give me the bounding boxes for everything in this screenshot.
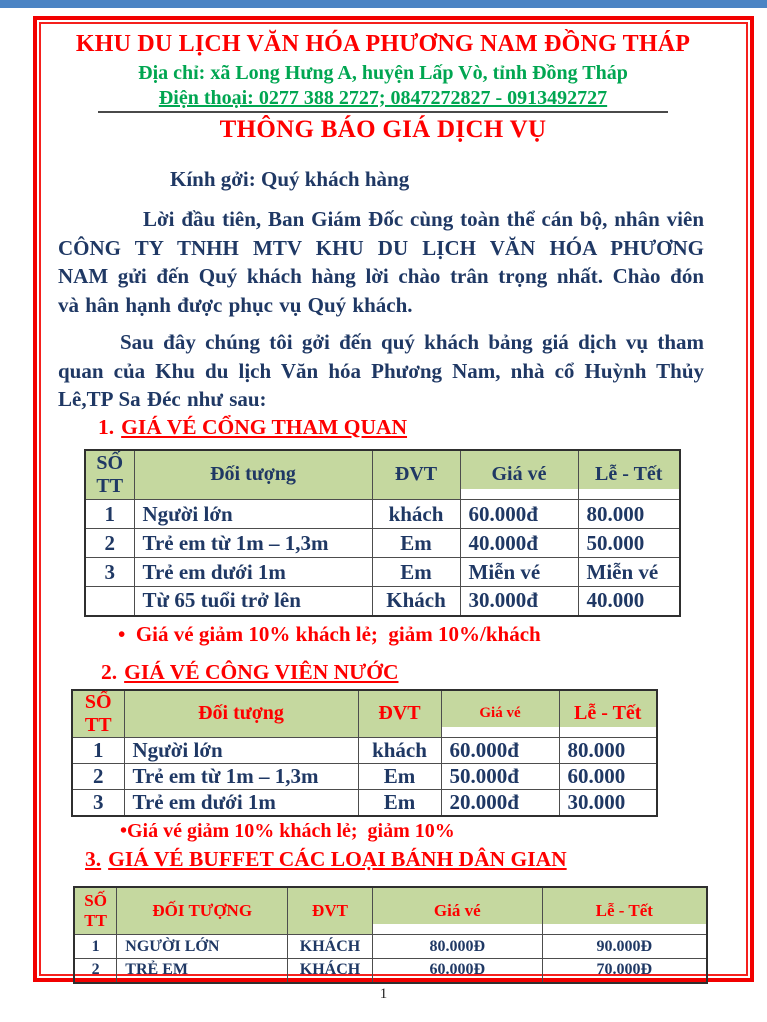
section-1-note: • Giá vé giảm 10% khách lẻ; giảm 10%/khách: [118, 621, 541, 646]
col-header-doituong: Đối tượng: [124, 690, 358, 738]
cell-doituong: Từ 65 tuổi trở lên: [134, 587, 372, 616]
paragraph-line: Sau đây chúng tôi gởi đến quý khách bảng giá dịch vụ tham: [120, 330, 704, 354]
cell-stt: 3: [85, 558, 134, 587]
section-3-title: GIÁ VÉ BUFFET CÁC LOẠI BÁNH DÂN GIAN: [108, 846, 567, 871]
cell-dvt: Em: [358, 789, 441, 816]
section-2-heading: [101, 659, 708, 685]
cell-giave: 20.000đ: [441, 789, 559, 816]
cell-giave: Miễn vé: [460, 558, 578, 587]
top-blue-bar: [0, 0, 767, 8]
table-row: [74, 935, 707, 959]
cell-giave: 60.000đ: [460, 500, 578, 529]
header-divider-line: [98, 111, 668, 113]
cell-dvt: Em: [372, 529, 460, 558]
cell-doituong: Trẻ em dưới 1m: [134, 558, 372, 587]
table-header-row: [72, 690, 657, 738]
gate-ticket-price-table: [84, 449, 681, 617]
cell-dvt: KHÁCH: [288, 935, 373, 959]
col-header-letet: Lễ - Tết: [578, 450, 680, 500]
paragraph-line: quan của Khu du lịch Văn hóa Phương Nam, nhà cổ Huỳnh Thủy: [58, 358, 704, 383]
cell-dvt: KHÁCH: [288, 959, 373, 983]
table-row: [85, 529, 680, 558]
cell-giave: 30.000đ: [460, 587, 578, 616]
cell-letet: 80.000: [578, 500, 680, 529]
table-row: [74, 959, 707, 983]
col-header-stt: SỐ TT: [85, 450, 134, 500]
col-header-letet: Lễ - Tết: [542, 887, 707, 935]
cell-doituong: NGƯỜI LỚN: [117, 935, 288, 959]
cell-doituong: Người lớn: [124, 737, 358, 763]
section-3-number: 3.: [85, 846, 102, 871]
cell-giave: 40.000đ: [460, 529, 578, 558]
cell-giave: 60.000Đ: [372, 959, 542, 983]
cell-letet: Miễn vé: [578, 558, 680, 587]
section-1-number: 1.: [98, 414, 115, 439]
cell-giave: 60.000đ: [441, 737, 559, 763]
cell-stt: 2: [85, 529, 134, 558]
table-row: [72, 763, 657, 789]
cell-doituong: Trẻ em dưới 1m: [124, 789, 358, 816]
cell-stt: 1: [74, 935, 117, 959]
paragraph-line: Lời đầu tiên, Ban Giám Đốc cùng toàn thể cán bộ, nhân viên: [143, 207, 704, 231]
table-header-row: [74, 887, 707, 935]
cell-stt: 1: [85, 500, 134, 529]
cell-giave: 50.000đ: [441, 763, 559, 789]
cell-dvt: Em: [358, 763, 441, 789]
page-number: 1: [379, 986, 388, 1002]
cell-stt: 1: [72, 737, 124, 763]
cell-stt: 2: [72, 763, 124, 789]
col-header-letet: Lễ - Tết: [559, 690, 657, 738]
col-header-stt: SỐ TT: [74, 887, 117, 935]
table-row: [85, 587, 680, 616]
table-row: [72, 737, 657, 763]
table-row: [85, 500, 680, 529]
cell-doituong: TRẺ EM: [117, 959, 288, 983]
intro-paragraph: [58, 205, 704, 319]
section-2-number: 2.: [101, 659, 118, 684]
cell-dvt: khách: [372, 500, 460, 529]
cell-letet: 50.000: [578, 529, 680, 558]
section-3-heading: [85, 846, 708, 872]
buffet-price-table: [73, 886, 708, 984]
salutation: Kính gởi: Quý khách hàng: [170, 167, 410, 191]
section-2-note: •Giá vé giảm 10% khách lẻ; giảm 10%: [120, 819, 455, 842]
document-title: THÔNG BÁO GIÁ DỊCH VỤ: [219, 116, 547, 143]
company-address: Địa chỉ: xã Long Hưng A, huyện Lấp Vò, tỉnh Đồng Tháp: [138, 62, 628, 84]
col-header-dvt: ĐVT: [288, 887, 373, 935]
paragraph-line: và hân hạnh được phục vụ Quý khách.: [58, 292, 413, 317]
cell-dvt: khách: [358, 737, 441, 763]
paragraph-line: NAM gửi đến Quý khách hàng lời chào trân trọng nhất. Chào đón: [58, 264, 704, 288]
table-header-row: [85, 450, 680, 500]
cell-letet: 90.000Đ: [542, 935, 707, 959]
cell-letet: 70.000Đ: [542, 959, 707, 983]
pricing-intro-paragraph: [58, 328, 704, 414]
col-header-doituong: ĐỐI TƯỢNG: [117, 887, 288, 935]
cell-dvt: Em: [372, 558, 460, 587]
cell-stt: [85, 587, 134, 616]
company-name: KHU DU LỊCH VĂN HÓA PHƯƠNG NAM ĐỒNG THÁP: [75, 31, 691, 57]
col-header-stt: SỐ TT: [72, 690, 124, 738]
cell-letet: 30.000: [559, 789, 657, 816]
company-phone: Điện thoại: 0277 388 2727; 0847272827 - 0913492727: [158, 87, 608, 109]
section-1-title: GIÁ VÉ CỔNG THAM QUAN: [121, 414, 408, 439]
section-1-heading: [98, 414, 708, 440]
col-header-dvt: ĐVT: [358, 690, 441, 738]
cell-stt: 3: [72, 789, 124, 816]
paragraph-line: CÔNG TY TNHH MTV KHU DU LỊCH VĂN HÓA PHƯƠNG: [58, 235, 704, 260]
col-header-giave: Giá vé: [460, 450, 578, 500]
col-header-dvt: ĐVT: [372, 450, 460, 500]
paragraph-line: Lê,TP Sa Đéc như sau:: [58, 387, 267, 411]
table-row: [72, 789, 657, 816]
cell-letet: 40.000: [578, 587, 680, 616]
cell-giave: 80.000Đ: [372, 935, 542, 959]
table-row: [85, 558, 680, 587]
document-content: [58, 26, 708, 984]
cell-doituong: Trẻ em từ 1m – 1,3m: [134, 529, 372, 558]
cell-dvt: Khách: [372, 587, 460, 616]
water-park-price-table: [71, 689, 658, 817]
cell-letet: 60.000: [559, 763, 657, 789]
col-header-giave: Giá vé: [441, 690, 559, 738]
cell-doituong: Người lớn: [134, 500, 372, 529]
cell-doituong: Trẻ em từ 1m – 1,3m: [124, 763, 358, 789]
col-header-doituong: Đối tượng: [134, 450, 372, 500]
col-header-giave: Giá vé: [372, 887, 542, 935]
cell-stt: 2: [74, 959, 117, 983]
cell-letet: 80.000: [559, 737, 657, 763]
section-2-title: GIÁ VÉ CÔNG VIÊN NƯỚC: [124, 659, 399, 684]
